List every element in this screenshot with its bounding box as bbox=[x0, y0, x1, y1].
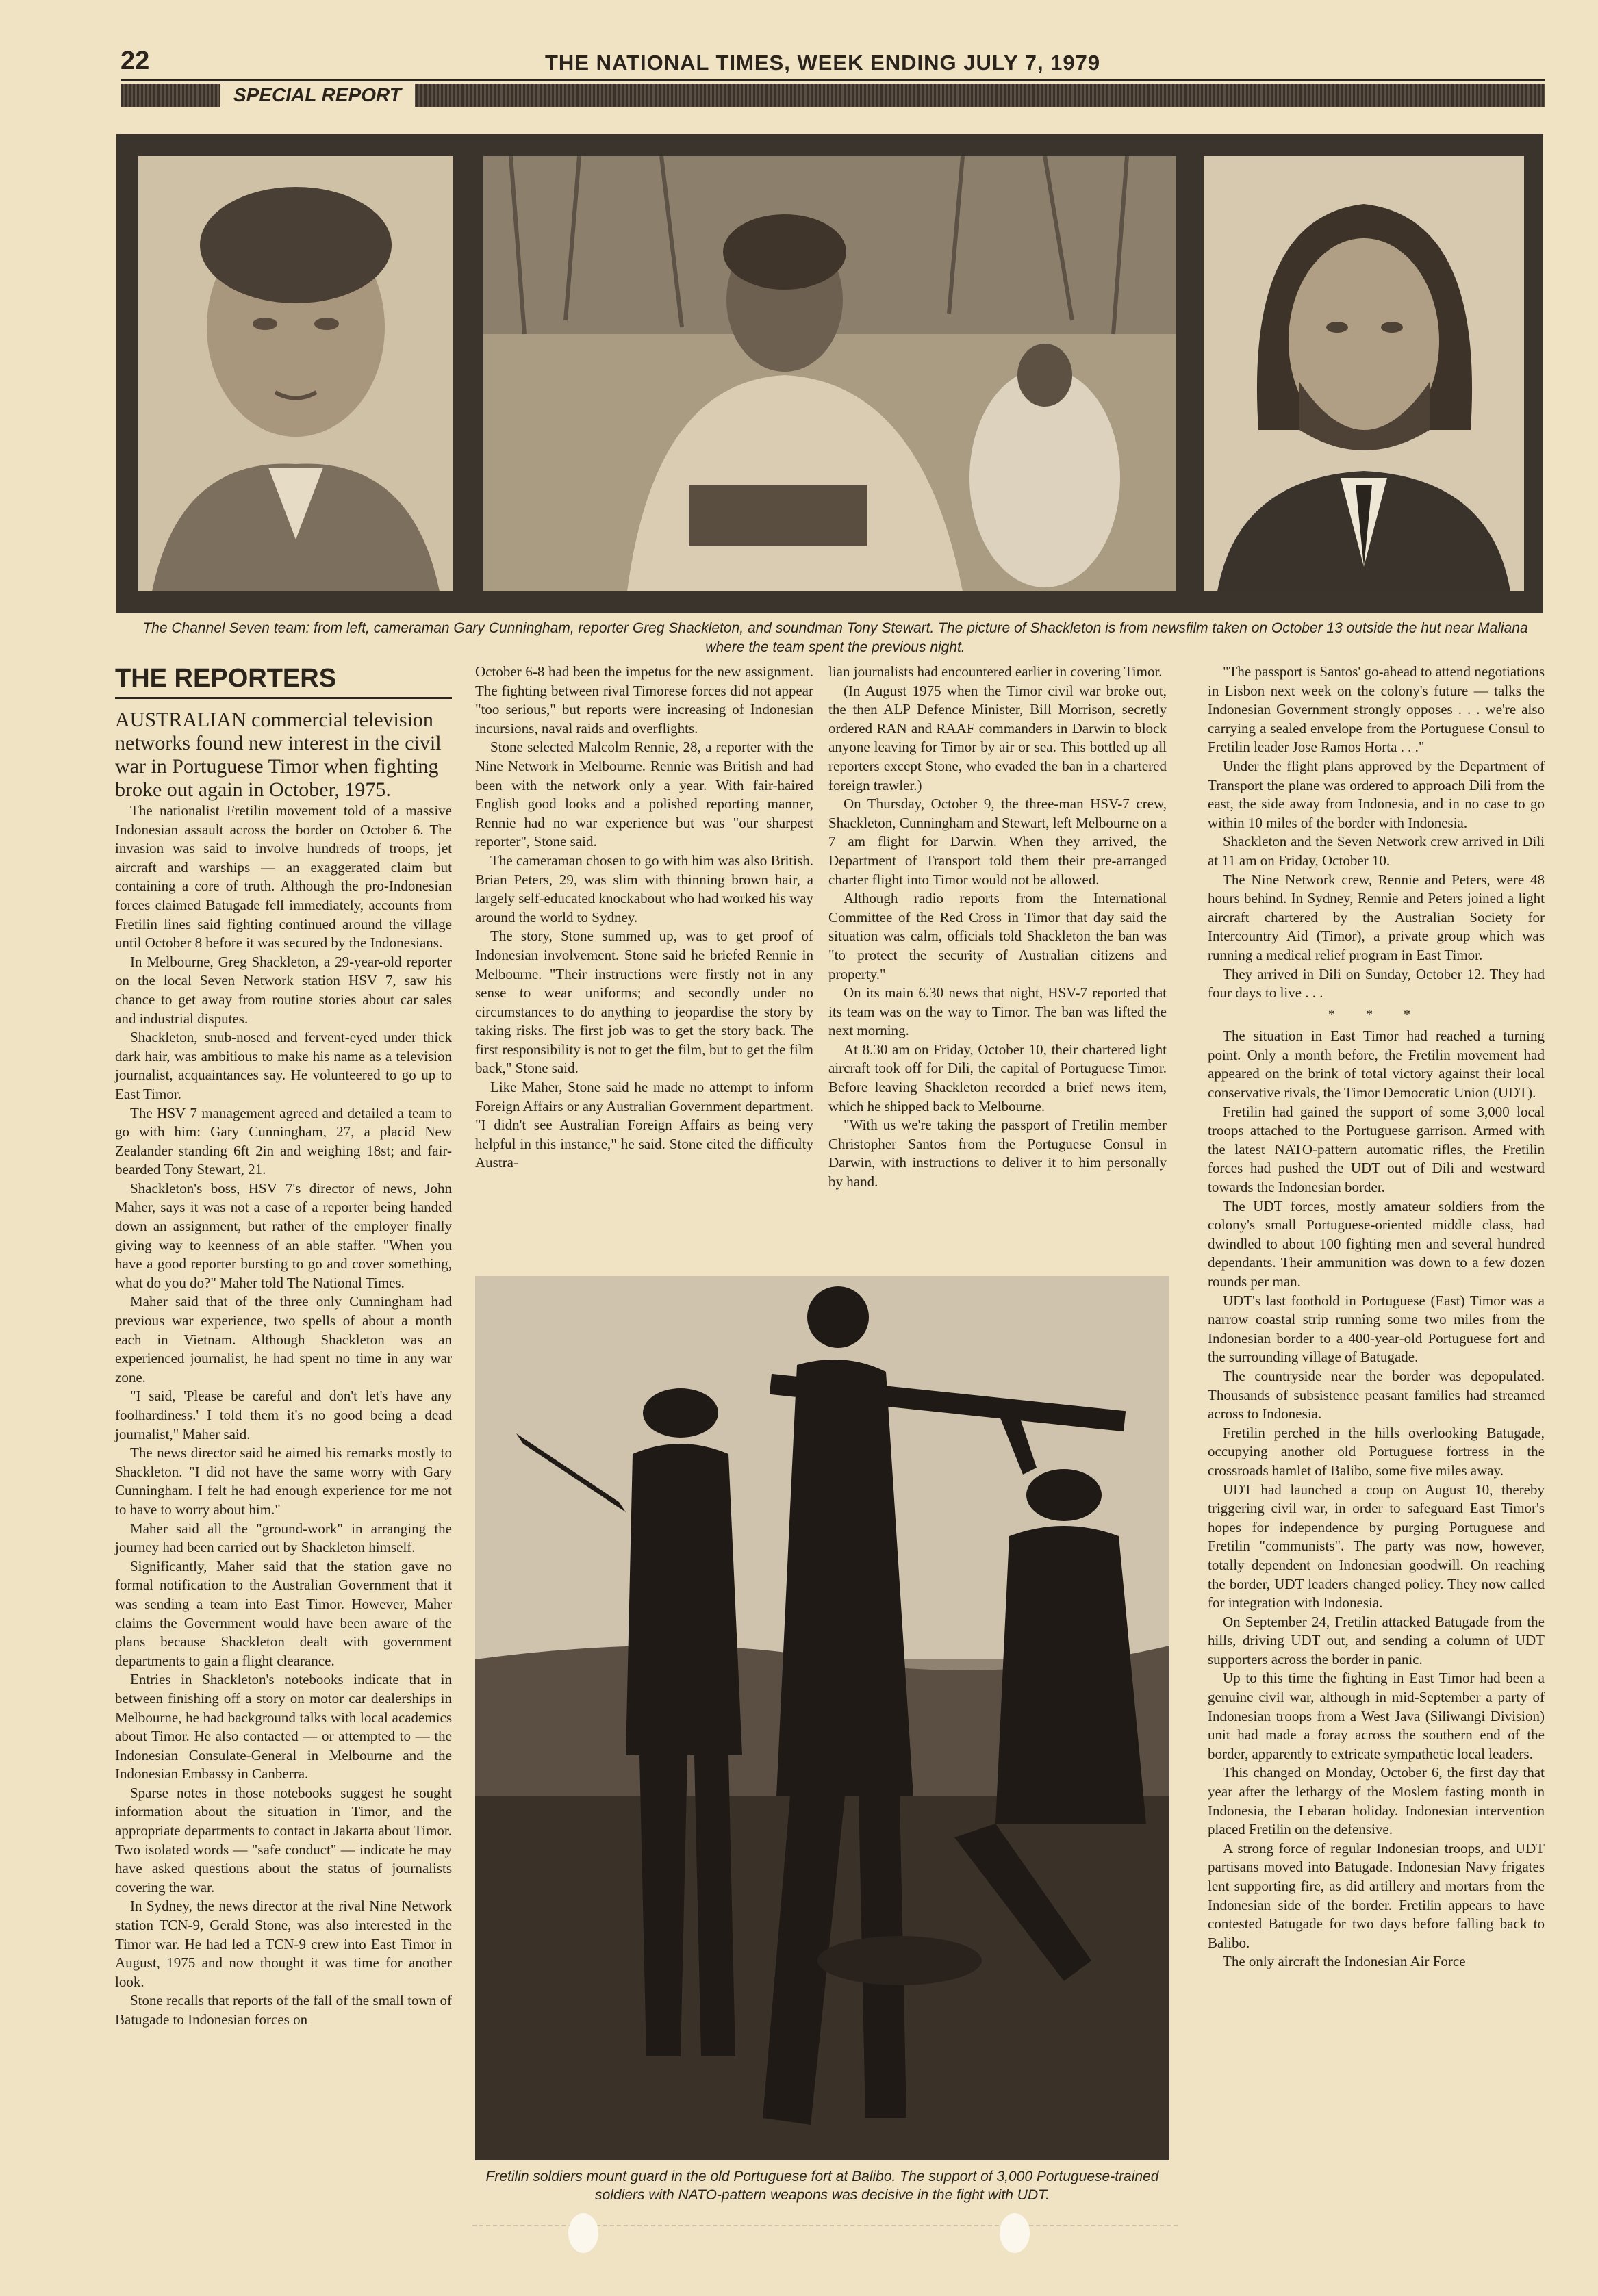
paragraph: "The passport is Santos' go-ahead to attend negotiations in Lisbon next week on the colony's future — talks the Indonesian Government strongly opposes . . . we're also carrying a sealed envelope from the Portuguese Consul to Fretilin leader Jose Ramos Horta . . ." bbox=[1208, 663, 1545, 756]
column-2 bbox=[475, 663, 813, 1173]
paragraph: Stone recalls that reports of the fall of the small town of Batugade to Indonesian forces on bbox=[115, 1992, 452, 2028]
column-3 bbox=[828, 663, 1167, 1192]
paragraph: Fretilin had gained the support of some 3,000 local troops attached to the Portuguese garrison. Armed with the latest NATO-pattern automatic rifles, the Fretilin forces had pushed the UDT out of Dili and westward towards the Indonesian border. bbox=[1208, 1103, 1545, 1196]
binding-hole bbox=[1000, 2213, 1030, 2253]
paragraph: A strong force of regular Indonesian troops, and UDT partisans moved into Batugade. Indonesian Navy frigates lent supporting fire, as did artillery and mortars from the Indonesian side of the border. Fretilin appears to have contested Batugade for two days before falling back to Balibo. bbox=[1208, 1839, 1545, 1951]
paragraph: Under the flight plans approved by the Department of Transport the plane was ordered to approach Dili from the east, the side away from Indonesia, and in no case to go within 10 miles of the border with Indonesia. bbox=[1208, 757, 1545, 831]
paragraph: Up to this time the fighting in East Timor had been a genuine civil war, although in mid-September a party of Indonesian troops from a West Java (Siliwangi Division) unit had made a foray across the southern end of the border, apparently to extricate sympathetic local leaders. bbox=[1208, 1670, 1545, 1762]
paragraph: Shackleton's boss, HSV 7's director of news, John Maher, says it was not a case of a reporter being handed down an assignment, but rather of the employer finally giving way to keenness of an able staffer. "When you have a good reporter bursting to go and cover something, what do you do?" Maher told The National Times. bbox=[115, 1179, 452, 1291]
paragraph: Shackleton and the Seven Network crew arrived in Dili at 11 am on Friday, October 10. bbox=[1208, 833, 1545, 869]
headline: THE REPORTERS bbox=[115, 663, 452, 699]
balibo-fort-photo bbox=[475, 1276, 1169, 2160]
paragraph: Maher said that of the three only Cunningham had previous war experience, two spells of about a month each in Vietnam. Although Shackleton was an experienced journalist, he had spent no time in any war zone. bbox=[115, 1293, 452, 1386]
section-label: SPECIAL REPORT bbox=[220, 84, 415, 107]
masthead: THE NATIONAL TIMES, WEEK ENDING JULY 7, 1979 bbox=[545, 51, 1101, 75]
paragraph: On its main 6.30 news that night, HSV-7 reported that its team was on the way to Timor. The ban was lifted the next morning. bbox=[828, 984, 1167, 1039]
paragraph: At 8.30 am on Friday, October 10, their chartered light aircraft took off for Dili, the capital of Portuguese Timor. Before leaving Shackleton recorded a brief news item, which he shipped back to Melbourne. bbox=[828, 1041, 1167, 1114]
section-bar bbox=[121, 84, 1545, 107]
paragraph: The situation in East Timor had reached a turning point. Only a month before, the Fretilin movement had appeared on the brink of total victory against their local conservative rivals, the Timor Democratic Union (UDT). bbox=[1208, 1028, 1545, 1101]
paragraph: October 6-8 had been the impetus for the new assignment. The fighting between rival Timorese forces did not appear "too serious," but reports were increasing of Indonesian incursions, naval raids and overflights. bbox=[475, 663, 813, 737]
section-break-stars: * * * bbox=[1328, 1006, 1424, 1022]
paragraph: Significantly, Maher said that the station gave no formal notification to the Australian Government that it was sending a team into East Timor. However, Maher claims the Government would have been aware of the plans because Shackleton dealt with government departments to gain a flight clearance. bbox=[115, 1557, 452, 1669]
photo-stewart bbox=[1204, 156, 1524, 591]
paragraph: The UDT forces, mostly amateur soldiers from the colony's small Portuguese-oriented middle class, had dwindled to about 100 fighting men and several hundred dependants. Their ammunition was down to a few dozen rounds per man. bbox=[1208, 1197, 1545, 1290]
paragraph: In Sydney, the news director at the rival Nine Network station TCN-9, Gerald Stone, was also interested in the Timor war. He had led a TCN-9 crew into East Timor in August, 1975 and now thought it was time for another look. bbox=[115, 1898, 452, 1990]
column-1 bbox=[115, 663, 452, 2030]
paragraph: The HSV 7 management agreed and detailed a team to go with him: Gary Cunningham, 27, a placid New Zealander standing 6ft 2in and weighing 18st; and fair-bearded Tony Stewart, 21. bbox=[115, 1104, 452, 1178]
paragraph: Stone selected Malcolm Rennie, 28, a reporter with the Nine Network in Melbourne. Rennie was British and had been with the network only a year. With fair-haired English good looks and a polished reporting manner, Rennie had no war experience but was "our sharpest reporter", Stone said. bbox=[475, 739, 813, 850]
paragraph: Shackleton, snub-nosed and fervent-eyed under thick dark hair, was ambitious to make his name as a television journalist, acquaintances say. He volunteered to go up to East Timor. bbox=[115, 1029, 452, 1102]
intro-paragraph: AUSTRALIAN commercial television networks found new interest in the civil war in Portuguese Timor when fighting broke out again in October, 1975. bbox=[115, 709, 442, 801]
paragraph: "With us we're taking the passport of Fretilin member Christopher Santos from the Portuguese Consul in Darwin, with instructions to deliver it to him personally by hand. bbox=[828, 1117, 1167, 1190]
paragraph: Like Maher, Stone said he made no attempt to inform Foreign Affairs or any Australian Government department. "I didn't see Australian Foreign Affairs as being very helpful in this instance," he said. Stone cited the difficulty Austra- bbox=[475, 1079, 813, 1171]
paragraph: Maher said all the "ground-work" in arranging the journey had been carried out by Shackleton himself. bbox=[115, 1520, 452, 1556]
paragraph: Entries in Shackleton's notebooks indicate that in between finishing off a story on motor car dealerships in Melbourne, he had background talks with local academics about Timor. He also contacted — or attempted to — the Indonesian Consulate-General in Melbourne and the Indonesian Embassy in Canberra. bbox=[115, 1671, 452, 1783]
paragraph: UDT's last foothold in Portuguese (East) Timor was a narrow coastal strip running some two miles from the Indonesian border to a 400-year-old Portuguese fort and the surrounding village of Batugade. bbox=[1208, 1292, 1545, 1366]
paragraph: The countryside near the border was depopulated. Thousands of subsistence peasant families had streamed across to Indonesia. bbox=[1208, 1367, 1545, 1423]
paragraph: The Nine Network crew, Rennie and Peters, were 48 hours behind. In Sydney, Rennie and Peters joined a light aircraft chartered by the Australian Society for Intercountry Aid (Timor), a private group which was running a medical relief program in East Timor. bbox=[1208, 871, 1545, 963]
paragraph: The nationalist Fretilin movement told of a massive Indonesian assault across the border on October 6. The invasion was said to involve hundreds of troops, jet aircraft and warships — an exaggerated claim but containing a core of truth. Although the pro-Indonesian forces claimed Batugade fell immediately, accounts from Fretilin lines said fighting continued around the village until October 8 before it was secured by the Indonesians. bbox=[115, 802, 452, 952]
paragraph: In Melbourne, Greg Shackleton, a 29-year-old reporter on the local Seven Network station HSV 7, saw his chance to get away from routine stories about car sales and industrial disputes. bbox=[115, 953, 452, 1027]
photo-shackleton bbox=[483, 156, 1176, 591]
paragraph: (In August 1975 when the Timor civil war broke out, the then ALP Defence Minister, Bill Morrison, secretly ordered RAN and RAAF commanders in Darwin to block anyone leaving for Timor by air or sea. This bottled up all reporters except Stone, who evaded the ban in a chartered foreign trawler.) bbox=[828, 682, 1167, 793]
top-photo-caption: The Channel Seven team: from left, cameraman Gary Cunningham, reporter Greg Shackleton, and soundman Tony Stewart. The picture of Shackleton is from newsfilm taken on October 13 outside the hut near Maliana where the team spent the previous night. bbox=[142, 620, 1528, 655]
paragraph: The news director said he aimed his remarks mostly to Shackleton. "I did not have the same worry with Gary Cunningham. I felt he had enough experience for me not to have to worry about him." bbox=[115, 1444, 452, 1518]
photo-cunningham bbox=[138, 156, 453, 591]
paragraph: UDT had launched a coup on August 10, thereby triggering civil war, in order to safeguard East Timor's hopes for independence by purging Portuguese and Fretilin "communists". The party was now, however, totally dependent on Indonesian goodwill. On reaching the border, UDT leaders changed policy. They now called for integration with Indonesia. bbox=[1208, 1481, 1545, 1611]
binding-holes bbox=[479, 2213, 1191, 2268]
paragraph: On Thursday, October 9, the three-man HSV-7 crew, Shackleton, Cunningham and Stewart, left Melbourne on a 7 am flight for Darwin. When they arrived, the Department of Transport told them their pre-arranged charter flight into Timor would not be allowed. bbox=[828, 795, 1167, 888]
paragraph: They arrived in Dili on Sunday, October 12. They had four days to live . . . bbox=[1208, 965, 1545, 1002]
page-number: 22 bbox=[121, 47, 150, 75]
binding-hole bbox=[568, 2213, 598, 2253]
paragraph: This changed on Monday, October 6, the first day that year after the lethargy of the Moslem fasting month in Indonesia, the Lebaran holiday. Indonesian intervention placed Fretilin on the defensive. bbox=[1208, 1764, 1545, 1838]
page-header bbox=[121, 47, 1545, 81]
paragraph: "I said, 'Please be careful and don't let's have any foolhardiness.' I told them it's no good being a dead journalist," Maher said. bbox=[115, 1388, 452, 1442]
column-4 bbox=[1208, 663, 1545, 1972]
paragraph: lian journalists had encountered earlier in covering Timor. bbox=[828, 663, 1163, 680]
paragraph: The story, Stone summed up, was to get proof of Indonesian involvement. Stone said he briefed Rennie in Melbourne. "Their instructions were firstly not in any sense to wear uniforms; and secondly under no circumstances to do anything to jeopardise the story by taking risks. The first job was to get the story back. The first responsibility is not to get the film, but to get the film back," Stone said. bbox=[475, 928, 813, 1077]
paragraph: Fretilin perched in the hills overlooking Batugade, occupying another old Portuguese fortress in the crossroads hamlet of Balibo, some five miles away. bbox=[1208, 1424, 1545, 1479]
top-photo-strip bbox=[116, 134, 1543, 613]
paragraph: The only aircraft the Indonesian Air Force bbox=[1223, 1953, 1466, 1970]
paragraph: On September 24, Fretilin attacked Batugade from the hills, driving UDT out, and sending a column of UDT supporters across the border in panic. bbox=[1208, 1613, 1545, 1668]
bottom-photo-caption: Fretilin soldiers mount guard in the old Portuguese fort at Balibo. The support of 3,000 Portuguese-trained soldiers with NATO-pattern weapons was decisive in the fight with UDT. bbox=[485, 2169, 1159, 2203]
paragraph: The cameraman chosen to go with him was also British. Brian Peters, 29, was slim with thinning brown hair, a largely self-educated knockabout who had worked his way around the world to Sydney. bbox=[475, 852, 813, 926]
paragraph: Sparse notes in those notebooks suggest he sought information about the situation in Timor, and the appropriate departments to contact in Jakarta about Timor. Two isolated words — "safe conduct" — indicate he may have asked questions about the status of journalists covering the war. bbox=[115, 1784, 452, 1896]
paragraph: Although radio reports from the International Committee of the Red Cross in Timor that day said the situation was calm, officials told Shackleton the ban was "to protect the security of Australian citizens and property." bbox=[828, 890, 1167, 982]
